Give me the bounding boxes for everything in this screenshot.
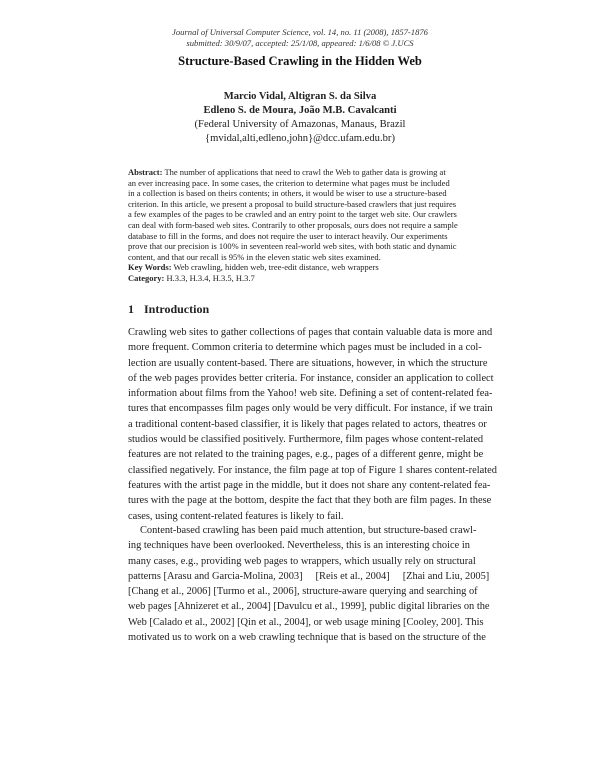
body-line: studios would be classified positively. Furthermore, film pages whose content-related (128, 434, 484, 446)
authors-line-1: Marcio Vidal, Altigran S. da Silva (223, 91, 377, 102)
body-line: of the web pages provides better criteria. For instance, consider an application to collect (128, 372, 494, 384)
body-line: features are not related to the training pages, e.g., pages of a different genre, might be (128, 449, 484, 461)
abstract-line: criterion. In this article, we present a proposal to build structure-based crawlers that just requires (128, 198, 457, 209)
body-line: patterns [Arasu and Garcia-Molina, 2003] [Reis et al., 2004] [Zhai and Liu, 2005] (128, 570, 490, 582)
body-line: lection are usually content-based. There are situations, however, in which the structure (128, 357, 488, 369)
abstract-line: an ever increasing pace. In some cases, the criterion to determine what pages must be included (128, 177, 450, 188)
section-title: Introduction (144, 302, 210, 316)
body-line: Crawling web sites to gather collections of pages that contain valuable data is more and (128, 327, 493, 338)
affiliation: (Federal University of Amazonas, Manaus, Brazil (194, 119, 406, 130)
body-line: many cases, e.g., providing web pages to wrappers, which usually rely on structural (128, 555, 476, 567)
body-line: features with the artist page in the middle, but it does not share any content-related fea- (128, 479, 491, 491)
body-line: tures that encompasses film pages only would be very difficult. For instance, if we train (128, 403, 493, 415)
section-number: 1 (128, 302, 134, 316)
category-label: Category: (128, 272, 165, 283)
body-line: ing techniques have been overlooked. Nevertheless, this is an interesting choice in (128, 540, 470, 552)
body-line: Web [Calado et al., 2002] [Qin et al., 2004], or web usage mining [Cooley, 200]. This (128, 616, 484, 628)
abstract-line: database to fill in the forms, and does not require the user to interact heavily. Our experiments (128, 230, 448, 241)
keywords-label: Key Words: (128, 262, 172, 273)
submission-dates: submitted: 30/9/07, accepted: 25/1/08, appeared: 1/6/08 © J.UCS (186, 38, 414, 48)
abstract-line: Abstract: The number of applications that need to crawl the Web to gather data is growing at (128, 167, 446, 177)
body-line: Content-based crawling has been paid much attention, but structure-based crawl- (140, 525, 477, 536)
body-line: information about films from the Yahoo! web site. Defining a set of content-related fea- (128, 388, 493, 400)
abstract-line: can deal with form-based web sites. Contrarily to other proposals, ours does not require a sample (128, 219, 458, 230)
keywords: Key Words: Web crawling, hidden web, tree-edit distance, web wrappers (128, 262, 379, 273)
body-line: [Chang et al., 2006] [Turmo et al., 2006], structure-aware querying and searching of (128, 586, 478, 598)
body-line: a traditional content-based classifier, it is likely that pages related to actors, theatres or (128, 418, 487, 430)
body-line: web pages [Ahnizeret et al., 2004] [Davulcu et al., 1999], public digital libraries on the (128, 601, 490, 613)
body-line: motivated us to work on a web crawling technique that is based on the structure of the (128, 632, 486, 644)
abstract-line: content, and that our recall is 95% in the eleven static web sites examined. (128, 251, 381, 262)
section-heading (128, 302, 209, 317)
intro-paragraph-2 (128, 523, 490, 645)
abstract-line: a few examples of the pages to be crawled and an entry point to the target web site. Our crawlers (128, 209, 457, 220)
abstract-line: in a collection is based on theirs contents; in others, it would be wiser to use a structure-based (128, 188, 447, 199)
body-line: classified negatively. For instance, the film page at top of Figure 1 shares content-related (128, 464, 497, 476)
category: Category: H.3.3, H.3.4, H.3.5, H.3.7 (128, 272, 255, 283)
intro-paragraph-1 (128, 325, 497, 524)
abstract (128, 167, 472, 284)
body-line: tures with the page at the bottom, despite the fact that they both are film pages. In these (128, 495, 492, 507)
abstract-line: prove that our precision is 100% in seventeen real-world web sites, with both static and dynamic (128, 241, 457, 252)
body-line: more frequent. Common criteria to determine which pages must be included in a col- (128, 342, 482, 354)
body-line: cases, using content-related features is likely to fail. (128, 510, 344, 522)
paper-title: Structure-Based Crawling in the Hidden Web (178, 54, 422, 68)
author-emails: {mvidal,alti,edleno,john}@dcc.ufam.edu.br) (205, 133, 395, 144)
abstract-label: Abstract: (128, 167, 163, 177)
authors-line-2: Edleno S. de Moura, João M.B. Cavalcanti (203, 105, 397, 116)
journal-citation: Journal of Universal Computer Science, vol. 14, no. 11 (2008), 1857-1876 (172, 27, 428, 37)
